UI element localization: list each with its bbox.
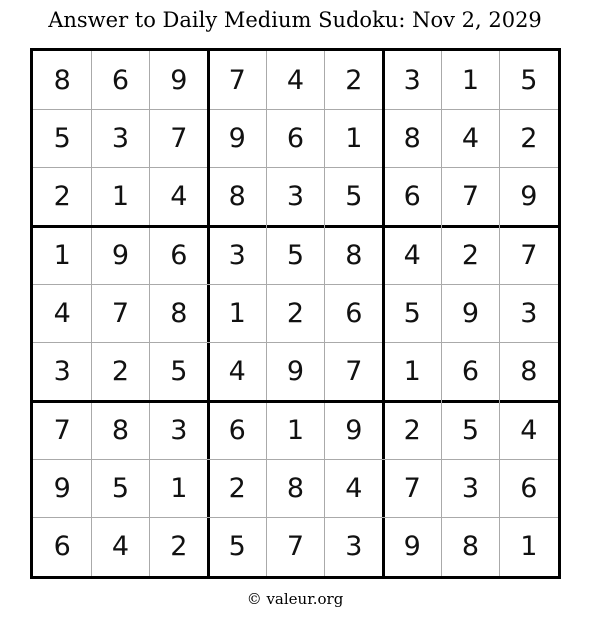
- sudoku-cell: 2: [53, 181, 71, 213]
- sudoku-cell: 6: [53, 531, 71, 563]
- sudoku-cell: 1: [403, 356, 421, 388]
- sudoku-cell: 3: [286, 181, 305, 213]
- sudoku-cell: 5: [286, 239, 305, 271]
- sudoku-cell: 3: [170, 414, 188, 446]
- sudoku-cell: 4: [345, 472, 363, 504]
- sudoku-cell: 3: [228, 239, 246, 271]
- sudoku-cell: 1: [461, 64, 480, 96]
- sudoku-cell: 3: [111, 122, 130, 154]
- sudoku-cell: 9: [170, 64, 188, 96]
- sudoku-cell: 1: [170, 472, 188, 504]
- sudoku-cell: 3: [461, 472, 480, 504]
- sudoku-cell: 9: [111, 239, 130, 271]
- sudoku-cell: 6: [403, 181, 421, 213]
- sudoku-cell: 1: [286, 414, 305, 446]
- sudoku-cell: 8: [111, 414, 130, 446]
- sudoku-cell: 2: [461, 239, 480, 271]
- sudoku-cell: 4: [520, 414, 538, 446]
- sudoku-cell: 5: [520, 64, 538, 96]
- sudoku-grid: [33, 51, 558, 576]
- sudoku-cell: 6: [111, 64, 130, 96]
- sudoku-cell: 7: [111, 297, 130, 329]
- sudoku-cell: 1: [53, 239, 71, 271]
- sudoku-cell: 9: [345, 414, 363, 446]
- sudoku-cell: 7: [461, 181, 480, 213]
- sudoku-cell: 7: [228, 64, 246, 96]
- sudoku-cell: 3: [403, 64, 421, 96]
- page-title: Answer to Daily Medium Sudoku: Nov 2, 2029: [48, 8, 542, 32]
- sudoku-cell: 2: [520, 122, 538, 154]
- sudoku-cell: 8: [345, 239, 363, 271]
- sudoku-cell: 2: [286, 297, 305, 329]
- sudoku-cell: 5: [345, 181, 363, 213]
- sudoku-cell: 4: [403, 239, 421, 271]
- sudoku-cell: 4: [228, 356, 246, 388]
- sudoku-cell: 9: [228, 122, 246, 154]
- copyright-footer: © valeur.org: [246, 590, 344, 608]
- sudoku-cell: 3: [520, 297, 538, 329]
- sudoku-cell: 1: [228, 297, 246, 329]
- sudoku-cell: 1: [111, 181, 130, 213]
- sudoku-cell: 2: [170, 531, 188, 563]
- sudoku-cell: 6: [286, 122, 305, 154]
- sudoku-cell: 8: [228, 181, 246, 213]
- sudoku-cell: 7: [53, 414, 71, 446]
- sudoku-cell: 8: [403, 122, 421, 154]
- sudoku-cell: 2: [345, 64, 363, 96]
- sudoku-cell: 7: [520, 239, 538, 271]
- sudoku-cell: 7: [345, 356, 363, 388]
- sudoku-cell: 6: [228, 414, 246, 446]
- sudoku-cell: 5: [111, 472, 130, 504]
- sudoku-cell: 5: [228, 531, 246, 563]
- sudoku-cell: 4: [53, 297, 71, 329]
- sudoku-cell: 6: [170, 239, 188, 271]
- sudoku-cell: 8: [461, 531, 480, 563]
- sudoku-cell: 4: [286, 64, 305, 96]
- sudoku-cell: 4: [111, 531, 130, 563]
- sudoku-cell: 4: [170, 181, 188, 213]
- sudoku-cell: 1: [520, 531, 538, 563]
- sudoku-cell: 9: [53, 472, 71, 504]
- sudoku-cell: 3: [345, 531, 363, 563]
- sudoku-cell: 9: [286, 356, 305, 388]
- sudoku-cell: 9: [461, 297, 480, 329]
- sudoku-cell: 1: [345, 122, 363, 154]
- sudoku-cell: 9: [520, 181, 538, 213]
- sudoku-cell: 2: [228, 472, 246, 504]
- sudoku-cell: 5: [170, 356, 188, 388]
- sudoku-cell: 2: [111, 356, 130, 388]
- sudoku-cell: 2: [403, 414, 421, 446]
- sudoku-cell: 7: [403, 472, 421, 504]
- sudoku-cell: 6: [345, 297, 363, 329]
- sudoku-cell: 8: [520, 356, 538, 388]
- sudoku-board: [30, 48, 561, 579]
- sudoku-cell: 6: [461, 356, 480, 388]
- sudoku-cell: 9: [403, 531, 421, 563]
- sudoku-cell: 3: [53, 356, 71, 388]
- sudoku-cell: 7: [170, 122, 188, 154]
- sudoku-cell: 8: [53, 64, 71, 96]
- sudoku-cell: 5: [403, 297, 421, 329]
- sudoku-cell: 5: [53, 122, 71, 154]
- sudoku-cell: 6: [520, 472, 538, 504]
- sudoku-cell: 8: [170, 297, 188, 329]
- sudoku-cell: 5: [461, 414, 480, 446]
- sudoku-cell: 8: [286, 472, 305, 504]
- sudoku-cell: 4: [461, 122, 480, 154]
- sudoku-cell: 7: [286, 531, 305, 563]
